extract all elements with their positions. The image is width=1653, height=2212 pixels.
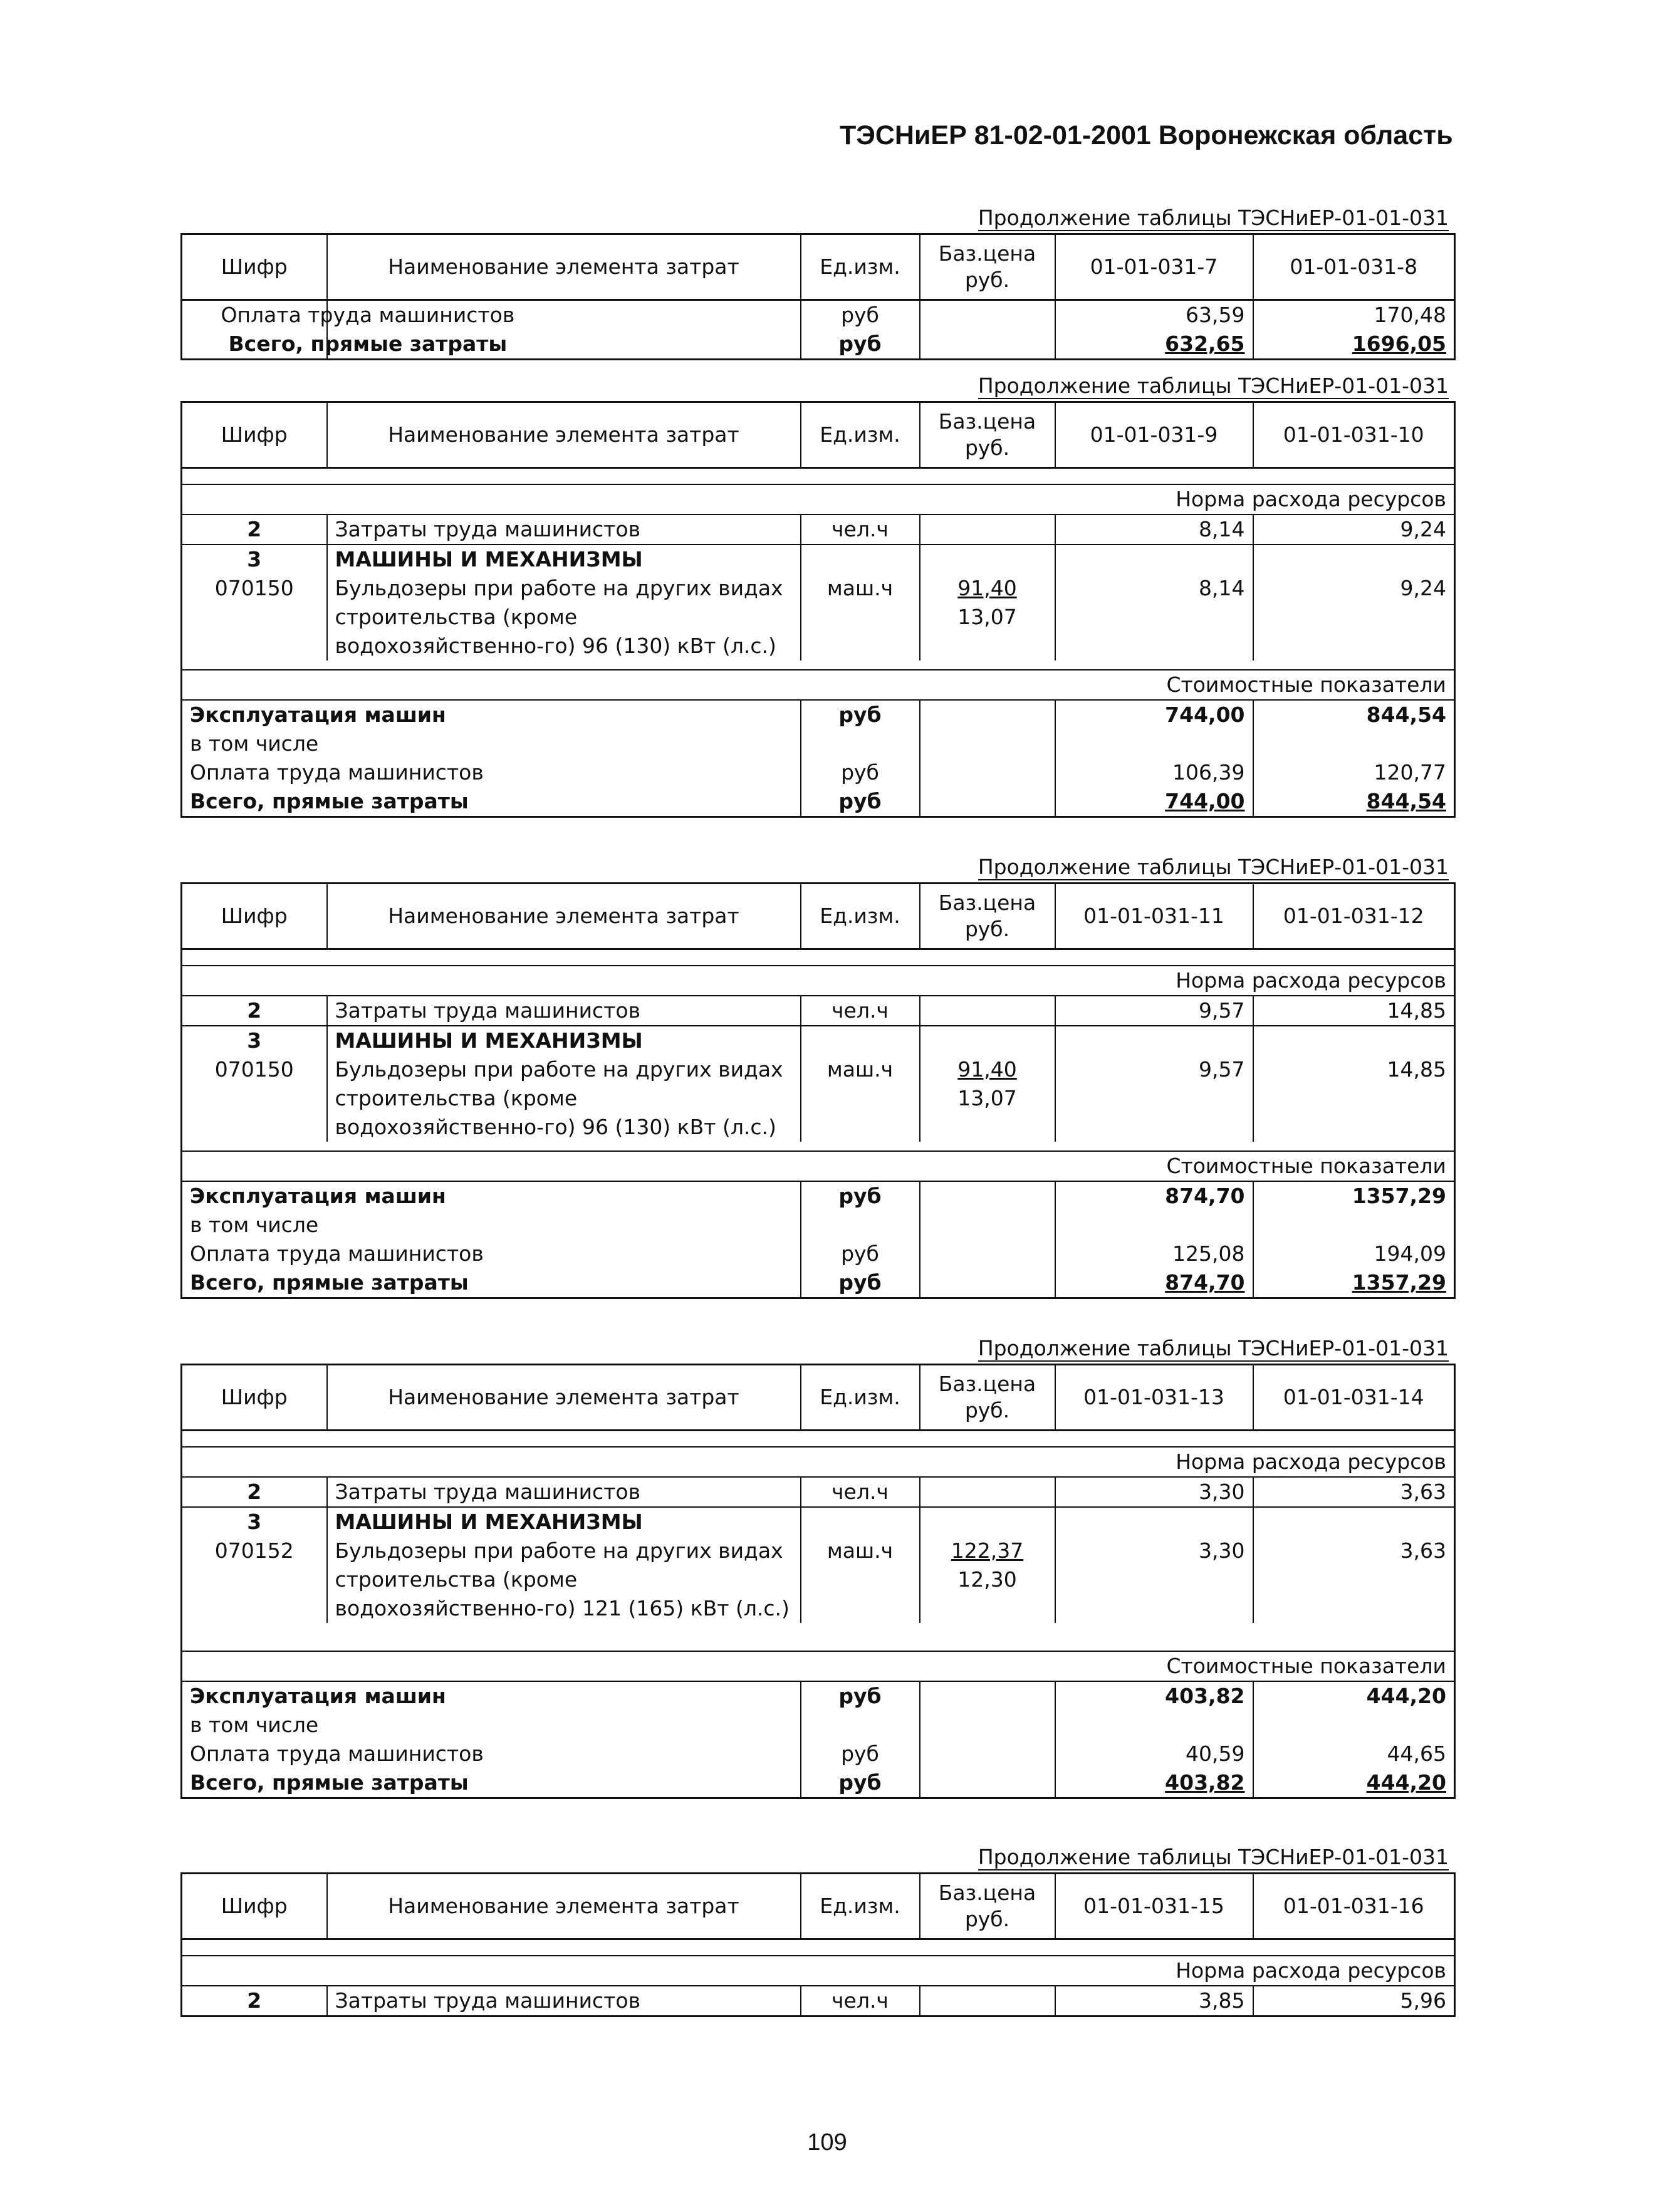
- table-header-row: [182, 1365, 1455, 1431]
- header-name: Наименование элемента затрат: [327, 1874, 801, 1939]
- norm-section-title: Норма расхода ресурсов: [182, 966, 1455, 996]
- row-value-b: 120,77: [1253, 758, 1455, 787]
- row-name: Затраты труда машинистов: [327, 514, 801, 545]
- table-row: [182, 1536, 1455, 1623]
- table-header-row: [182, 234, 1455, 300]
- row-name: Всего, прямые затраты: [182, 1768, 801, 1798]
- document-title: ТЭСНиЕР 81-02-01-2001 Воронежская область: [840, 120, 1453, 150]
- table-header-row: [182, 1874, 1455, 1939]
- section-row: [182, 670, 1455, 700]
- row-value-a: 106,39: [1055, 758, 1253, 787]
- row-value-a: 9,57: [1055, 996, 1253, 1026]
- resource-table: [180, 1364, 1456, 1799]
- resource-table: [180, 233, 1456, 360]
- row-value-a: 744,00: [1055, 787, 1253, 817]
- row-value-a: 403,82: [1055, 1768, 1253, 1798]
- row-value-a: 63,59: [1055, 300, 1253, 330]
- row-price-labor: 12,30: [957, 1567, 1017, 1592]
- section-row: [182, 1956, 1455, 1986]
- row-name: Эксплуатация машин: [182, 1681, 801, 1711]
- header-col-a: 01-01-031-13: [1055, 1365, 1253, 1431]
- row-unit: руб: [801, 1740, 920, 1768]
- table-row: [182, 1711, 1455, 1740]
- table-header-row: [182, 884, 1455, 949]
- row-value-a: 8,14: [1055, 574, 1253, 660]
- row-value-a: 403,82: [1055, 1681, 1253, 1711]
- row-name: Оплата труда машинистов: [182, 758, 801, 787]
- table-row: [182, 574, 1455, 660]
- row-unit: руб: [801, 1681, 920, 1711]
- row-unit: маш.ч: [801, 1055, 920, 1142]
- row-name: Затраты труда машинистов: [327, 996, 801, 1026]
- row-unit: руб: [801, 330, 920, 360]
- header-shifr: Шифр: [182, 1874, 327, 1939]
- table-row: [182, 758, 1455, 787]
- row-name: Затраты труда машинистов: [327, 1477, 801, 1507]
- row-value-a: 744,00: [1055, 700, 1253, 729]
- row-code: 3: [182, 1026, 327, 1055]
- row-unit: маш.ч: [801, 1536, 920, 1623]
- header-name: Наименование элемента затрат: [327, 1365, 801, 1431]
- header-unit: Ед.изм.: [801, 1365, 920, 1431]
- row-unit: руб: [801, 787, 920, 817]
- row-name: Всего, прямые затраты: [182, 1268, 801, 1298]
- row-value-b: 1357,29: [1253, 1181, 1455, 1211]
- header-col-b: 01-01-031-8: [1253, 234, 1455, 300]
- resource-table: [180, 1872, 1456, 2017]
- table-block-031-11-12: [180, 852, 1454, 1299]
- row-value-b: 170,48: [1253, 300, 1455, 330]
- table-row: [182, 700, 1455, 729]
- row-value-a: 40,59: [1055, 1740, 1253, 1768]
- row-value-b: 14,85: [1253, 1055, 1455, 1142]
- row-code: 070150: [182, 574, 327, 660]
- row-name: в том числе: [182, 729, 801, 758]
- resource-table: [180, 882, 1456, 1299]
- row-value-b: 844,54: [1253, 787, 1455, 817]
- row-value-b: 9,24: [1253, 514, 1455, 545]
- row-value-b: 5,96: [1253, 1986, 1455, 2016]
- row-code: 2: [182, 1986, 327, 2016]
- row-code: 2: [182, 996, 327, 1026]
- header-unit: Ед.изм.: [801, 884, 920, 949]
- row-price-labor: 13,07: [957, 605, 1017, 629]
- header-base-price: Баз.цена руб.: [920, 1365, 1055, 1431]
- header-col-a: 01-01-031-9: [1055, 402, 1253, 468]
- header-name: Наименование элемента затрат: [327, 234, 801, 300]
- table-row: [182, 1211, 1455, 1239]
- row-name: МАШИНЫ И МЕХАНИЗМЫ: [327, 1026, 801, 1055]
- row-code: 2: [182, 1477, 327, 1507]
- header-col-a: 01-01-031-15: [1055, 1874, 1253, 1939]
- row-price: 122,37: [951, 1538, 1024, 1563]
- row-value-a: 9,57: [1055, 1055, 1253, 1142]
- table-row: [182, 1181, 1455, 1211]
- row-unit: руб: [801, 1181, 920, 1211]
- table-block-031-13-14: [180, 1333, 1454, 1799]
- cost-section-title: Стоимостные показатели: [182, 1651, 1455, 1681]
- row-value-b: 44,65: [1253, 1740, 1455, 1768]
- row-value-b: 3,63: [1253, 1536, 1455, 1623]
- row-value-b: 844,54: [1253, 700, 1455, 729]
- table-row: [182, 545, 1455, 574]
- row-value-a: 3,30: [1055, 1477, 1253, 1507]
- section-row: [182, 1151, 1455, 1181]
- section-row: [182, 484, 1455, 514]
- section-row: [182, 966, 1455, 996]
- row-name: Бульдозеры при работе на других видах строительства (кроме водохозяйственно-го) 96 (130) кВт (л.с.): [327, 1055, 801, 1142]
- row-price: 91,40: [957, 576, 1017, 600]
- row-value-a: 874,70: [1055, 1181, 1253, 1211]
- table-row: [182, 1768, 1455, 1798]
- page-number: 109: [807, 2129, 847, 2156]
- cost-section-title: Стоимостные показатели: [182, 670, 1455, 700]
- row-unit: чел.ч: [801, 514, 920, 545]
- table-row: [182, 300, 1455, 330]
- header-name: Наименование элемента затрат: [327, 402, 801, 468]
- row-value-a: 3,85: [1055, 1986, 1253, 2016]
- row-name: Бульдозеры при работе на других видах строительства (кроме водохозяйственно-го) 121 (165) кВт (л.с.): [327, 1536, 801, 1623]
- row-value-a: 874,70: [1055, 1268, 1253, 1298]
- row-unit: руб: [801, 758, 920, 787]
- row-name: Оплата труда машинистов: [182, 1239, 801, 1268]
- norm-section-title: Норма расхода ресурсов: [182, 484, 1455, 514]
- header-shifr: Шифр: [182, 402, 327, 468]
- header-col-b: 01-01-031-10: [1253, 402, 1455, 468]
- row-name: Оплата труда машинистов: [182, 1740, 801, 1768]
- header-unit: Ед.изм.: [801, 1874, 920, 1939]
- row-value-b: 444,20: [1253, 1681, 1455, 1711]
- continuation-caption: Продолжение таблицы ТЭСНиЕР-01-01-031: [978, 1845, 1449, 1869]
- table-row: [182, 1986, 1455, 2016]
- table-block-031-15-16: [180, 1842, 1454, 2017]
- table-row: [182, 1239, 1455, 1268]
- row-unit: руб: [801, 700, 920, 729]
- table-row: [182, 1681, 1455, 1711]
- row-price: 91,40: [957, 1057, 1017, 1082]
- header-shifr: Шифр: [182, 234, 327, 300]
- row-value-b: 3,63: [1253, 1477, 1455, 1507]
- row-unit: руб: [801, 1268, 920, 1298]
- row-name: Эксплуатация машин: [182, 1181, 801, 1211]
- row-value-a: 3,30: [1055, 1536, 1253, 1623]
- table-row: [182, 514, 1455, 545]
- continuation-caption: Продолжение таблицы ТЭСНиЕР-01-01-031: [978, 206, 1449, 230]
- row-name: Всего, прямые затраты: [182, 787, 801, 817]
- header-col-a: 01-01-031-11: [1055, 884, 1253, 949]
- table-row: [182, 1055, 1455, 1142]
- row-name: Затраты труда машинистов: [327, 1986, 801, 2016]
- row-unit: чел.ч: [801, 1477, 920, 1507]
- table-row: [182, 1477, 1455, 1507]
- row-name: Эксплуатация машин: [182, 700, 801, 729]
- table-row: [182, 996, 1455, 1026]
- row-code: 3: [182, 545, 327, 574]
- norm-section-title: Норма расхода ресурсов: [182, 1956, 1455, 1986]
- row-name: МАШИНЫ И МЕХАНИЗМЫ: [327, 545, 801, 574]
- row-value-a: 125,08: [1055, 1239, 1253, 1268]
- header-col-b: 01-01-031-16: [1253, 1874, 1455, 1939]
- row-value-b: 194,09: [1253, 1239, 1455, 1268]
- row-unit: руб: [801, 1768, 920, 1798]
- header-base-price: Баз.цена руб.: [920, 884, 1055, 949]
- table-row: [182, 729, 1455, 758]
- row-value-a: 8,14: [1055, 514, 1253, 545]
- header-shifr: Шифр: [182, 1365, 327, 1431]
- row-price-labor: 13,07: [957, 1086, 1017, 1110]
- row-name: в том числе: [182, 1211, 801, 1239]
- header-base-price: Баз.цена руб.: [920, 234, 1055, 300]
- row-code: 3: [182, 1507, 327, 1536]
- row-name: МАШИНЫ И МЕХАНИЗМЫ: [327, 1507, 801, 1536]
- row-value-b: 1357,29: [1253, 1268, 1455, 1298]
- continuation-caption: Продолжение таблицы ТЭСНиЕР-01-01-031: [978, 855, 1449, 879]
- row-unit: чел.ч: [801, 1986, 920, 2016]
- table-block-031-7-8: [180, 203, 1454, 360]
- header-unit: Ед.изм.: [801, 402, 920, 468]
- continuation-caption: Продолжение таблицы ТЭСНиЕР-01-01-031: [978, 373, 1449, 398]
- table-row: [182, 1740, 1455, 1768]
- table-row: [182, 1268, 1455, 1298]
- header-col-b: 01-01-031-14: [1253, 1365, 1455, 1431]
- row-value-a: 632,65: [1055, 330, 1253, 360]
- row-code: 070150: [182, 1055, 327, 1142]
- row-name: в том числе: [182, 1711, 801, 1740]
- header-base-price: Баз.цена руб.: [920, 1874, 1055, 1939]
- norm-section-title: Норма расхода ресурсов: [182, 1447, 1455, 1477]
- row-value-b: 9,24: [1253, 574, 1455, 660]
- cost-section-title: Стоимостные показатели: [182, 1151, 1455, 1181]
- header-shifr: Шифр: [182, 884, 327, 949]
- row-name: Бульдозеры при работе на других видах строительства (кроме водохозяйственно-го) 96 (130) кВт (л.с.): [327, 574, 801, 660]
- row-unit: руб: [801, 300, 920, 330]
- row-unit: чел.ч: [801, 996, 920, 1026]
- row-unit: руб: [801, 1239, 920, 1268]
- table-row: [182, 1026, 1455, 1055]
- header-base-price: Баз.цена руб.: [920, 402, 1055, 468]
- table-block-031-9-10: [180, 371, 1454, 818]
- section-row: [182, 1651, 1455, 1681]
- row-name: Оплата труда машинистов: [221, 303, 515, 327]
- row-unit: маш.ч: [801, 574, 920, 660]
- row-code: 2: [182, 514, 327, 545]
- row-name: Всего, прямые затраты: [228, 331, 508, 356]
- table-header-row: [182, 402, 1455, 468]
- row-value-b: 14,85: [1253, 996, 1455, 1026]
- header-unit: Ед.изм.: [801, 234, 920, 300]
- row-value-b: 1696,05: [1253, 330, 1455, 360]
- row-code: 070152: [182, 1536, 327, 1623]
- table-row: [182, 330, 1455, 360]
- header-name: Наименование элемента затрат: [327, 884, 801, 949]
- header-col-a: 01-01-031-7: [1055, 234, 1253, 300]
- section-row: [182, 1447, 1455, 1477]
- header-col-b: 01-01-031-12: [1253, 884, 1455, 949]
- continuation-caption: Продолжение таблицы ТЭСНиЕР-01-01-031: [978, 1336, 1449, 1360]
- row-value-b: 444,20: [1253, 1768, 1455, 1798]
- table-row: [182, 787, 1455, 817]
- table-row: [182, 1507, 1455, 1536]
- resource-table: [180, 401, 1456, 818]
